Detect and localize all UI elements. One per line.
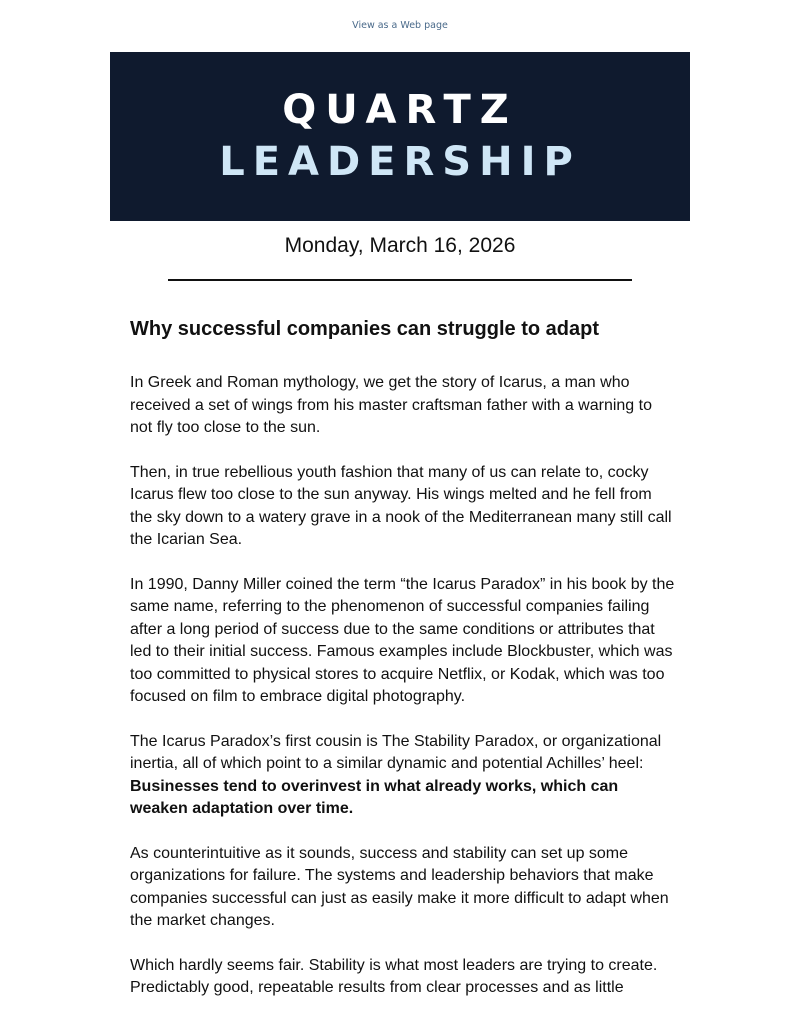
- brand-leadership-text: LEADERSHIP: [219, 139, 581, 185]
- view-as-web-page-link[interactable]: View as a Web page: [352, 20, 448, 31]
- paragraph-4-bold: Businesses tend to overinvest in what already works, which can weaken adaptation over time.: [130, 777, 619, 817]
- article-paragraph-1: In Greek and Roman mythology, we get the story of Icarus, a man who received a set of wings from his master craftsman father with a warning to not fly too close to the sun.: [130, 374, 652, 436]
- article-paragraph-3: In 1990, Danny Miller coined the term “the Icarus Paradox” in his book by the same name, referring to the phenomenon of successful companies failing after a long period of success due to the same conditions or attributes that led to their initial success. Famous examples include Blockbuster, which was too committed to physical stores to acquire Netflix, or Kodak, which was too focused on film to embrace digital photography.: [130, 575, 675, 705]
- article-paragraph-2: Then, in true rebellious youth fashion that many of us can relate to, cocky Icarus flew too close to the sun anyway. His wings melted and he fell from the sky down to a watery grave in a nook of the Mediterranean many still call the Icarian Sea.: [130, 463, 672, 548]
- paragraph-4-text: The Icarus Paradox’s first cousin is The Stability Paradox, or organizational inertia, all of which point to a similar dynamic and potential Achilles’ heel:: [130, 732, 662, 772]
- brand-quartz-text: QUARTZ: [282, 87, 518, 133]
- issue-date: Monday, March 16, 2026: [284, 234, 516, 257]
- article-title: Why successful companies can struggle to adapt: [130, 318, 600, 340]
- article-paragraph-4: [130, 731, 675, 821]
- article-paragraph-5: As counterintuitive as it sounds, success and stability can set up some organizations for failure. The systems and leadership behaviors that make companies successful can just as easily make it more difficult to adapt when the market changes.: [130, 844, 669, 929]
- article-body: [130, 314, 675, 1022]
- article-paragraph-6: Which hardly seems fair. Stability is what most leaders are trying to create. Predictably good, repeatable results from clear processes and as little: [130, 956, 658, 996]
- header-divider: [168, 279, 632, 281]
